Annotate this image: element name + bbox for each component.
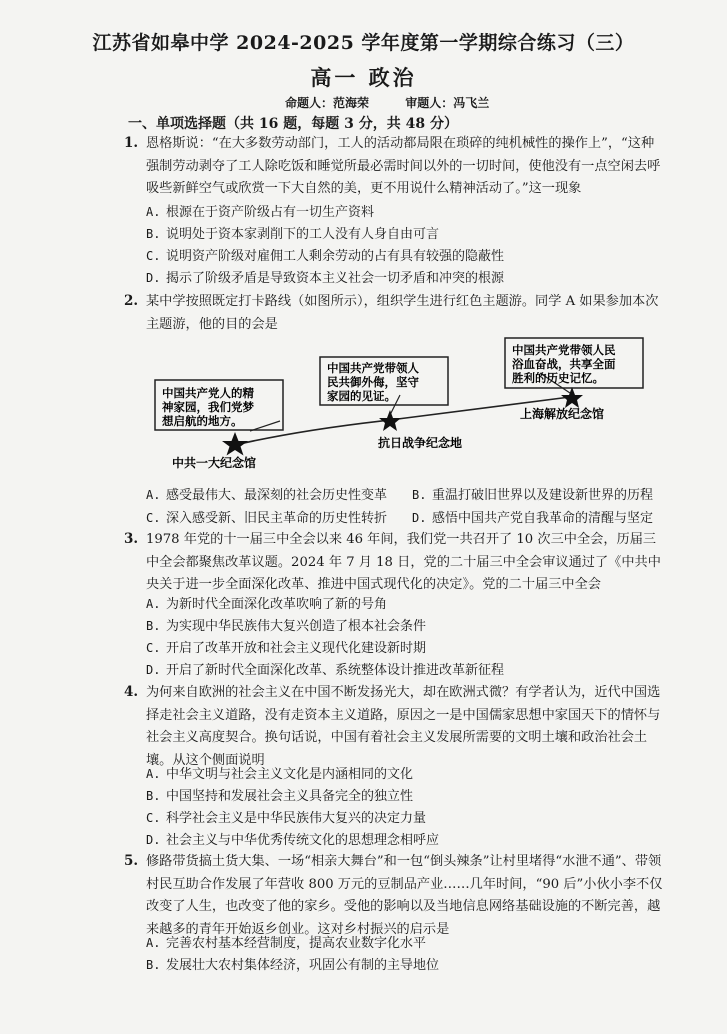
option-b <box>146 954 439 977</box>
site-label-1: 中共一大纪念馆 <box>172 456 257 470</box>
reviewer-label: 审题人：冯飞兰 <box>405 96 490 110</box>
option-c <box>146 245 504 268</box>
star-icon <box>379 410 401 431</box>
option-key: A. <box>146 488 161 502</box>
option-b <box>412 484 653 507</box>
authors-line <box>285 94 521 111</box>
route-line <box>235 420 390 445</box>
question-stem: 恩格斯说：“在大多数劳动部门，工人的活动都局限在琐碎的纯机械性的操作上”，“这种强制劳动剥夺了工人除吃饭和睡觉所最必需时间以外的一切时间，使他没有一点空闲去呼吸些新鲜空气或欣赏一下大自然的美，更不用说什么精神活动了。”这一现象 <box>146 136 661 196</box>
option-c <box>146 807 426 830</box>
question-number: 4. <box>124 684 139 700</box>
option-d <box>146 829 439 852</box>
option-a <box>146 593 387 616</box>
option-text: 说明处于资本家剥削下的工人没有人身自由可言 <box>166 227 440 242</box>
option-key: C. <box>146 641 161 655</box>
option-text: 开启了新时代全面深化改革、系统整体设计推进改革新征程 <box>166 663 505 678</box>
option-key: B. <box>146 958 161 972</box>
option-a <box>146 763 413 786</box>
option-key: D. <box>412 511 427 525</box>
question-number: 1. <box>124 135 139 151</box>
option-key: C. <box>146 811 161 825</box>
box1-line: 神家园，我们党梦 <box>162 400 254 414</box>
option-text: 说明资产阶级对雇佣工人剩余劳动的占有具有较强的隐蔽性 <box>166 249 505 264</box>
option-text: 感受最伟大、最深刻的社会历史性变革 <box>166 488 388 503</box>
option-text: 中华文明与社会主义文化是内涵相同的文化 <box>166 767 414 782</box>
option-text: 完善农村基本经营制度，提高农业数字化水平 <box>166 936 427 951</box>
question-stem: 修路带货搞土货大集、一场“相亲大舞台”和一包“倒头辣条”让村里堵得“水泄不通”、带领村民互助合作发展了年营收 800 万元的豆制品产业……几年时间，“90 后”小伙小李不仅改变了人生，也改变了他的家乡。受他的影响以及当地信息网络基础设施的不断完善，越来越多的青年开始返乡创业。这对乡村振兴的启示是 <box>146 854 663 937</box>
option-key: B. <box>146 227 161 241</box>
option-key: B. <box>146 789 161 803</box>
question-stem: 1978 年党的十一届三中全会以来 46 年间，我们党一共召开了 10 次三中全会，历届三中全会都聚焦改革议题。2024 年 7 月 18 日，党的二十届三中全会审议通过了《中共中央关于进一步全面深化改革、推进中国式现代化的决定》。党的二十届三中全会 <box>146 532 661 592</box>
option-text: 为实现中华民族伟大复兴创造了根本社会条件 <box>166 619 427 634</box>
option-c <box>146 637 426 660</box>
option-key: D. <box>146 663 161 677</box>
option-d <box>412 507 653 530</box>
box2-line: 家园的见证。 <box>327 389 396 403</box>
option-c <box>146 507 387 530</box>
option-b <box>146 223 439 246</box>
option-key: D. <box>146 833 161 847</box>
option-d <box>146 267 504 290</box>
option-key: D. <box>146 271 161 285</box>
option-text: 中国坚持和发展社会主义具备完全的独立性 <box>166 789 414 804</box>
option-text: 深入感受新、旧民主革命的历史性转折 <box>166 511 388 526</box>
box3-line: 浴血奋战，共享全面 <box>512 357 616 371</box>
option-text: 科学社会主义是中华民族伟大复兴的决定力量 <box>166 811 427 826</box>
option-a <box>146 932 426 955</box>
option-key: A. <box>146 767 161 781</box>
option-b <box>146 785 413 808</box>
option-key: C. <box>146 511 161 525</box>
option-a <box>146 201 374 224</box>
exam-subtitle: 高一 政治 <box>310 65 417 90</box>
question-number: 3. <box>124 531 139 547</box>
option-d <box>146 659 504 682</box>
box1-line: 想启航的地方。 <box>162 414 243 428</box>
option-text: 根源在于资产阶级占有一切生产资料 <box>166 205 375 220</box>
option-a <box>146 484 387 507</box>
exam-title: 江苏省如皋中学 2024-2025 学年度第一学期综合练习（三） <box>92 32 635 54</box>
box3-line: 胜利的历史记忆。 <box>512 371 604 385</box>
option-key: C. <box>146 249 161 263</box>
question-stem: 为何来自欧洲的社会主义在中国不断发扬光大，却在欧洲式微？有学者认为，近代中国选择走社会主义道路，没有走资本主义道路，原因之一是中国儒家思想中家国天下的情怀与社会主义高度契合。换句话说，中国有着社会主义发展所需要的文明土壤和政治社会土壤。从这个侧面说明 <box>146 685 661 768</box>
option-b <box>146 615 426 638</box>
setter-label: 命题人：范海荣 <box>285 96 370 110</box>
star-icon <box>222 432 248 456</box>
option-text: 社会主义与中华优秀传统文化的思想理念相呼应 <box>166 833 440 848</box>
option-text: 为新时代全面深化改革吹响了新的号角 <box>166 597 388 612</box>
option-text: 重温打破旧世界以及建设新世界的历程 <box>432 488 654 503</box>
box1-line: 中国共产党人的精 <box>162 386 254 400</box>
question-number: 2. <box>124 293 139 309</box>
option-text: 感悟中国共产党自我革命的清醒与坚定 <box>432 511 654 526</box>
option-key: A. <box>146 936 161 950</box>
box2-line: 中国共产党带领人 <box>327 361 419 375</box>
option-text: 揭示了阶级矛盾是导致资本主义社会一切矛盾和冲突的根源 <box>166 271 505 286</box>
route-diagram <box>140 335 670 475</box>
box2-line: 民共御外侮，坚守 <box>327 375 419 389</box>
option-key: B. <box>412 488 427 502</box>
site-label-3: 上海解放纪念馆 <box>520 407 605 421</box>
box3-line: 中国共产党带领人民 <box>512 343 616 357</box>
option-key: A. <box>146 205 161 219</box>
option-text: 发展壮大农村集体经济，巩固公有制的主导地位 <box>166 958 440 973</box>
star-icon <box>561 387 583 408</box>
option-text: 开启了改革开放和社会主义现代化建设新时期 <box>166 641 427 656</box>
site-label-2: 抗日战争纪念地 <box>378 436 463 450</box>
section-heading: 一、单项选择题（共 16 题，每题 3 分，共 48 分） <box>128 116 458 132</box>
question-stem: 某中学按照既定打卡路线（如图所示），组织学生进行红色主题游。同学 A 如果参加本次主题游，他的目的会是 <box>146 294 659 332</box>
option-key: A. <box>146 597 161 611</box>
question-number: 5. <box>124 853 139 869</box>
option-key: B. <box>146 619 161 633</box>
